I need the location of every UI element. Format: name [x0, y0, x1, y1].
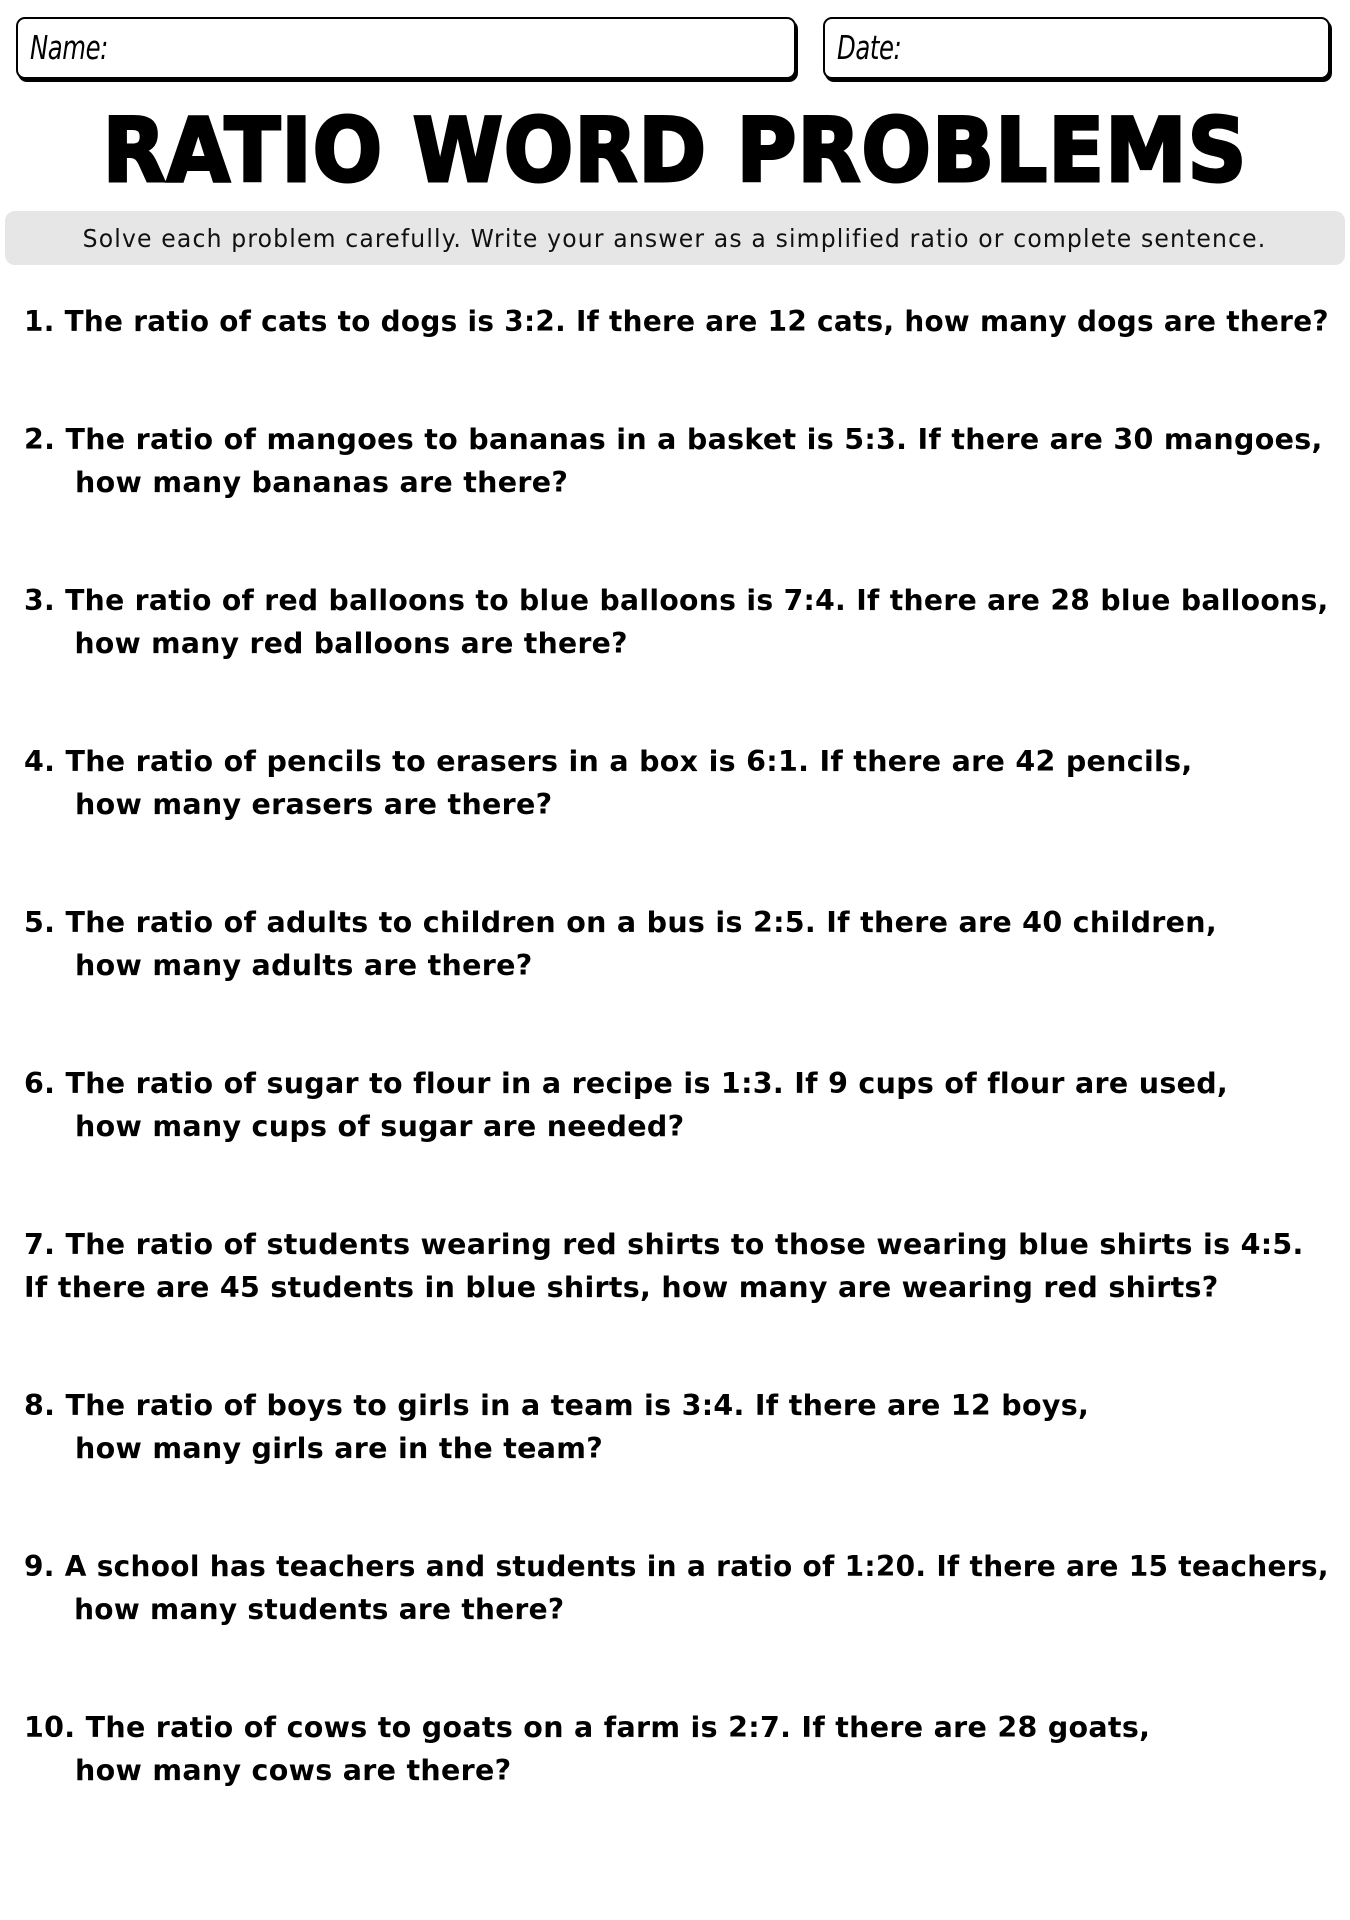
problem-1: [24, 300, 1350, 343]
problem-4: [24, 740, 1192, 826]
problem-10: [24, 1706, 1150, 1792]
problem-6: [24, 1062, 1228, 1148]
problem-text-continued: how many cups of sugar are needed?: [75, 1110, 685, 1143]
problem-text-continued: how many students are there?: [74, 1593, 565, 1626]
problem-text-continued: how many red balloons are there?: [74, 627, 628, 660]
problem-9: [24, 1545, 1350, 1631]
date-field[interactable]: [823, 17, 1330, 79]
problem-text-continued: how many bananas are there?: [75, 466, 569, 499]
problem-text: 1. The ratio of cats to dogs is 3:2. If there are 12 cats, how many dogs are there?: [24, 305, 1329, 338]
problem-text: 4. The ratio of pencils to erasers in a box is 6:1. If there are 42 pencils,: [24, 745, 1193, 778]
problem-text: 7. The ratio of students wearing red shirts to those wearing blue shirts is 4:5.: [24, 1228, 1304, 1261]
problem-7: [24, 1223, 1304, 1309]
problem-3: [24, 579, 1341, 665]
problem-text: 8. The ratio of boys to girls in a team is 3:4. If there are 12 boys,: [24, 1389, 1090, 1422]
instructions-text: Solve each problem carefully. Write your answer as a simplified ratio or complete sentence.: [83, 223, 1267, 253]
problem-2: [24, 418, 1323, 504]
problem-text: 9. A school has teachers and students in a ratio of 1:20. If there are 15 teachers,: [24, 1550, 1329, 1583]
problem-text-continued: how many erasers are there?: [75, 788, 553, 821]
problem-text-continued: how many adults are there?: [75, 949, 533, 982]
problem-5: [24, 901, 1217, 987]
name-label: Name:: [30, 28, 108, 67]
problem-text-continued: If there are 45 students in blue shirts, how many are wearing red shirts?: [24, 1271, 1219, 1304]
instructions-banner: [5, 211, 1345, 265]
problem-text-continued: how many cows are there?: [75, 1754, 512, 1787]
problem-8: [24, 1384, 1089, 1470]
problem-text-continued: how many girls are in the team?: [75, 1432, 604, 1465]
problem-text: 2. The ratio of mangoes to bananas in a basket is 5:3. If there are 30 mangoes,: [24, 423, 1323, 456]
problem-text: 10. The ratio of cows to goats on a farm is 2:7. If there are 28 goats,: [24, 1711, 1151, 1744]
name-field[interactable]: [16, 17, 796, 79]
problem-text: 3. The ratio of red balloons to blue balloons is 7:4. If there are 28 blue balloons,: [24, 584, 1329, 617]
date-label: Date:: [837, 28, 902, 67]
problem-text: 6. The ratio of sugar to flour in a recipe is 1:3. If 9 cups of flour are used,: [24, 1067, 1229, 1100]
problem-text: 5. The ratio of adults to children on a bus is 2:5. If there are 40 children,: [24, 906, 1217, 939]
page-title: RATIO WORD PROBLEMS: [102, 99, 1248, 202]
